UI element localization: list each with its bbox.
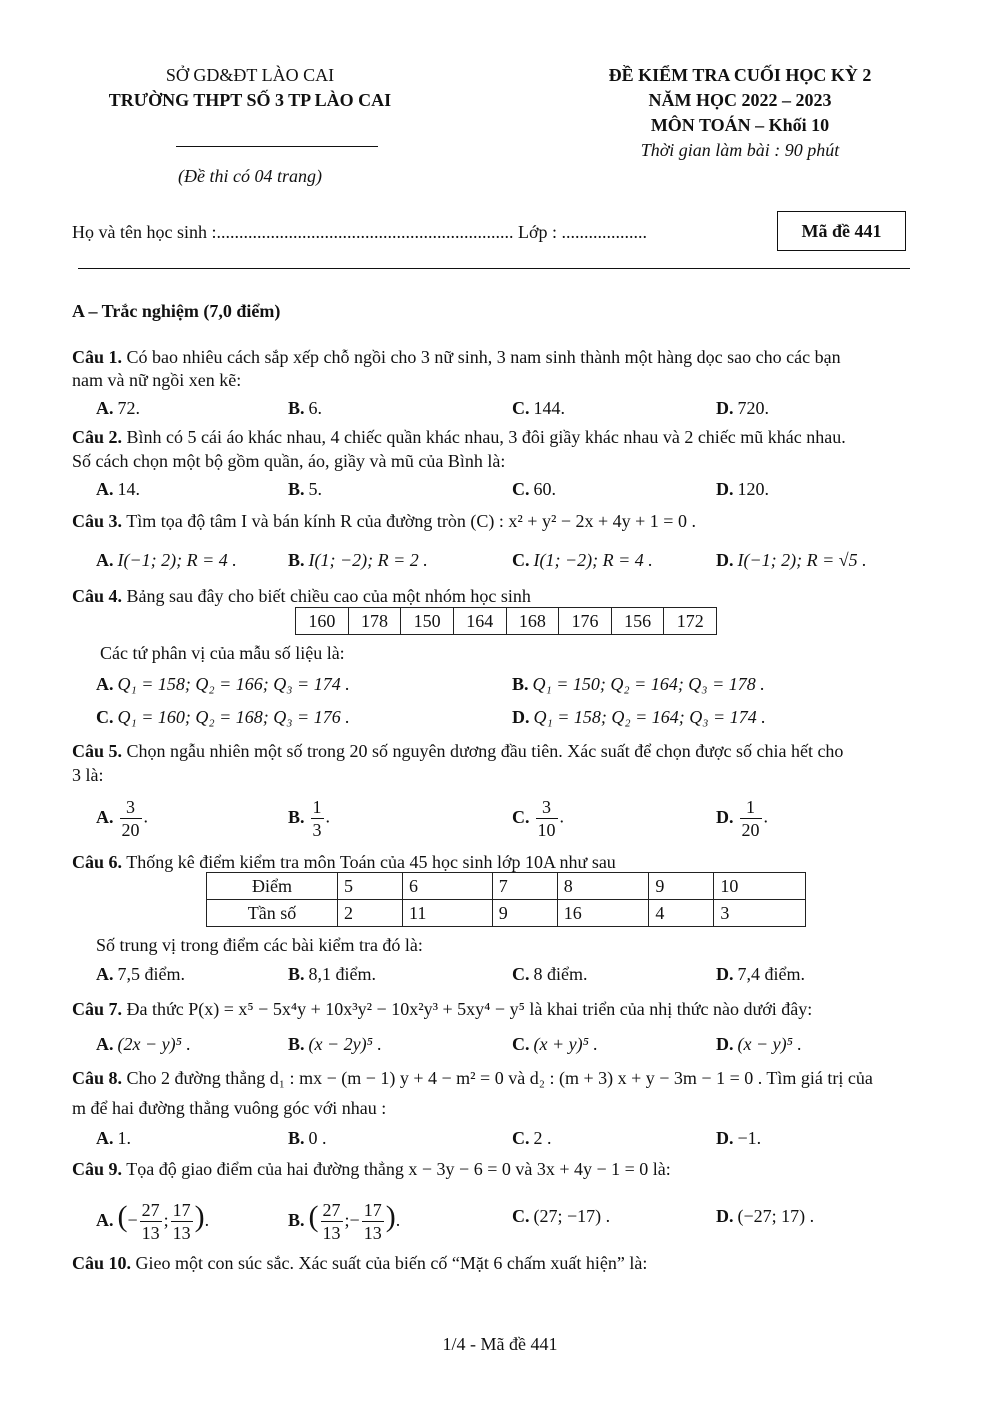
q3-option-a: A. I(−1; 2); R = 4 . xyxy=(96,550,237,570)
q1-option-a: A. 72. xyxy=(96,398,140,418)
exam-title: ĐỀ KIỂM TRA CUỐI HỌC KỲ 2 xyxy=(608,65,872,85)
q2-text-cont: Số cách chọn một bộ gồm quần, áo, giầy và mũ của Bình là: xyxy=(72,451,506,471)
q5-text-cont: 3 là: xyxy=(72,765,104,785)
table-cell: 9 xyxy=(492,900,557,927)
q10-text: Gieo một con súc sắc. Xác suất của biến cố “Mặt 6 chấm xuất hiện” là: xyxy=(135,1253,648,1273)
q6-subtext: Số trung vị trong điểm các bài kiểm tra đó là: xyxy=(96,935,423,955)
q1-text-cont: nam và nữ ngồi xen kẽ: xyxy=(72,370,242,390)
table-cell: 3 xyxy=(714,900,806,927)
table-cell: 178 xyxy=(348,608,401,635)
table-cell: 160 xyxy=(296,608,349,635)
q2-option-c: C. 60. xyxy=(512,479,556,499)
q3-option-c: C. I(1; −2); R = 4 . xyxy=(512,550,653,570)
table-cell: 5 xyxy=(338,873,403,900)
q9-option-c: C. (27; −17) . xyxy=(512,1206,611,1226)
q9-option-d: D. (−27; 17) . xyxy=(716,1206,815,1226)
q4-subtext: Các tứ phân vị của mẫu số liệu là: xyxy=(100,643,345,663)
q4-label: Câu 4. xyxy=(72,586,123,606)
q1-text: Có bao nhiêu cách sắp xếp chỗ ngồi cho 3 nữ sinh, 3 nam sinh thành một hàng dọc sao cho các bạn xyxy=(126,347,841,367)
q2-option-b: B. 5. xyxy=(288,479,323,499)
table-cell: 6 xyxy=(403,873,493,900)
q1-label: Câu 1. xyxy=(72,347,123,367)
q2-option-d: D. 120. xyxy=(716,479,769,499)
table-cell: 4 xyxy=(649,900,714,927)
table-cell: 2 xyxy=(338,900,403,927)
q3-option-d: D. I(−1; 2); R = √5 . xyxy=(716,550,867,570)
q6-option-c: C. 8 điểm. xyxy=(512,964,588,984)
school-year: NĂM HỌC 2022 – 2023 xyxy=(648,90,832,110)
student-info-line: Họ và tên học sinh :.................................................................. Lớp : ................... xyxy=(72,222,647,242)
q7-option-a: A. (2x − y)⁵ . xyxy=(96,1034,191,1054)
header-divider xyxy=(176,146,378,147)
table-cell: 11 xyxy=(403,900,493,927)
table-cell: 16 xyxy=(557,900,649,927)
question-10 xyxy=(72,1252,647,1274)
question-9 xyxy=(72,1158,671,1180)
q4-option-d: D. Q₁ = 158; Q₂ = 164; Q₃ = 174 . xyxy=(512,707,766,727)
school-name: TRƯỜNG THPT SỐ 3 TP LÀO CAI xyxy=(108,90,392,110)
table-cell: 7 xyxy=(492,873,557,900)
q10-label: Câu 10. xyxy=(72,1253,132,1273)
header-rule xyxy=(78,268,910,269)
table-cell: Điểm xyxy=(207,873,338,900)
q9-label: Câu 9. xyxy=(72,1159,123,1179)
q8-option-c: C. 2 . xyxy=(512,1128,552,1148)
q2-label: Câu 2. xyxy=(72,427,123,447)
q6-label: Câu 6. xyxy=(72,852,123,872)
q9-text: Tọa độ giao điểm của hai đường thẳng x − 3y − 6 = 0 và 3x + 4y − 1 = 0 là: xyxy=(126,1159,671,1179)
q2-text: Bình có 5 cái áo khác nhau, 4 chiếc quần khác nhau, 3 đôi giầy khác nhau và 2 chiếc mũ khác nhau. xyxy=(126,427,846,447)
question-8 xyxy=(72,1067,873,1089)
question-6 xyxy=(72,851,616,873)
pages-note: (Đề thi có 04 trang) xyxy=(178,166,322,186)
question-7 xyxy=(72,998,812,1020)
table-cell: 176 xyxy=(559,608,612,635)
q5-option-b: B. $\frac{1}{3}$ . xyxy=(288,797,331,840)
q1-option-d: D. 720. xyxy=(716,398,769,418)
q6-option-b: B. 8,1 điểm. xyxy=(288,964,377,984)
q8-text: Cho 2 đường thẳng d₁ : mx − (m − 1) y + 4 − m² = 0 và d₂ : (m + 3) x + y − 3m − 1 = 0 . Tìm giá trị của xyxy=(126,1068,873,1088)
q8-label: Câu 8. xyxy=(72,1068,123,1088)
q6-option-a: A. 7,5 điểm. xyxy=(96,964,185,984)
table-cell: 168 xyxy=(506,608,559,635)
q5-option-d: D. $\frac{1}{20}$ . xyxy=(716,797,768,840)
q8-option-d: D. −1. xyxy=(716,1128,762,1148)
q6-option-d: D. 7,4 điểm. xyxy=(716,964,805,984)
q1-option-c: C. 144. xyxy=(512,398,565,418)
table-cell: 9 xyxy=(649,873,714,900)
q7-option-d: D. (x − y)⁵ . xyxy=(716,1034,802,1054)
exam-code-box: Mã đề 441 xyxy=(777,211,906,251)
q2-option-a: A. 14. xyxy=(96,479,140,499)
q6-text: Thống kê điểm kiểm tra môn Toán của 45 học sinh lớp 10A như sau xyxy=(126,852,616,872)
q4-text: Bảng sau đây cho biết chiều cao của một nhóm học sinh xyxy=(126,586,531,606)
table-cell: Tần số xyxy=(207,900,338,927)
q5-text: Chọn ngẫu nhiên một số trong 20 số nguyên dương đầu tiên. Xác suất để chọn được số chia hết cho xyxy=(126,741,844,761)
q3-text: Tìm tọa độ tâm I và bán kính R của đường tròn (C) : x² + y² − 2x + 4y + 1 = 0 . xyxy=(126,511,696,531)
table-cell: 164 xyxy=(453,608,506,635)
q3-option-b: B. I(1; −2); R = 2 . xyxy=(288,550,428,570)
question-3 xyxy=(72,510,696,532)
q8-option-b: B. 0 . xyxy=(288,1128,327,1148)
section-title: A – Trắc nghiệm (7,0 điểm) xyxy=(72,301,281,321)
q8-option-a: A. 1. xyxy=(96,1128,131,1148)
q5-label: Câu 5. xyxy=(72,741,123,761)
question-4 xyxy=(72,585,531,607)
q7-text: Đa thức P(x) = x⁵ − 5x⁴y + 10x³y² − 10x²y³ + 5xy⁴ − y⁵ là khai triển của nhị thức nào dưới đây: xyxy=(126,999,813,1019)
question-5 xyxy=(72,740,843,762)
question-1 xyxy=(72,346,841,368)
q7-label: Câu 7. xyxy=(72,999,123,1019)
exam-time: Thời gian làm bài : 90 phút xyxy=(640,140,840,160)
q7-option-c: C. (x + y)⁵ . xyxy=(512,1034,598,1054)
q8-text-cont: m để hai đường thẳng vuông góc với nhau : xyxy=(72,1098,387,1118)
q1-option-b: B. 6. xyxy=(288,398,323,418)
q7-option-b: B. (x − 2y)⁵ . xyxy=(288,1034,382,1054)
page-footer: 1/4 - Mã đề 441 xyxy=(442,1334,558,1354)
q4-option-a: A. Q₁ = 158; Q₂ = 166; Q₃ = 174 . xyxy=(96,674,350,694)
q9-option-b: B. ( $\frac{27}{13}$ ;− $\frac{17}{13}$ ). xyxy=(288,1200,401,1244)
dept-name: SỞ GD&ĐT LÀO CAI xyxy=(165,65,335,85)
q4-option-b: B. Q₁ = 150; Q₂ = 164; Q₃ = 178 . xyxy=(512,674,765,694)
question-2 xyxy=(72,426,846,448)
q9-option-a: A. (− $\frac{27}{13}$ ; $\frac{17}{13}$ ). xyxy=(96,1200,210,1244)
table-cell: 172 xyxy=(664,608,717,635)
q5-option-a: A. $\frac{3}{20}$ . xyxy=(96,797,148,840)
q5-option-c: C. $\frac{3}{10}$ . xyxy=(512,797,564,840)
table-cell: 8 xyxy=(557,873,649,900)
table-cell: 10 xyxy=(714,873,806,900)
table-cell: 156 xyxy=(611,608,664,635)
table-cell: 150 xyxy=(401,608,454,635)
height-table xyxy=(295,607,717,635)
q3-label: Câu 3. xyxy=(72,511,123,531)
score-table xyxy=(206,872,806,927)
subject: MÔN TOÁN – Khối 10 xyxy=(650,115,830,135)
q4-option-c: C. Q₁ = 160; Q₂ = 168; Q₃ = 176 . xyxy=(96,707,350,727)
